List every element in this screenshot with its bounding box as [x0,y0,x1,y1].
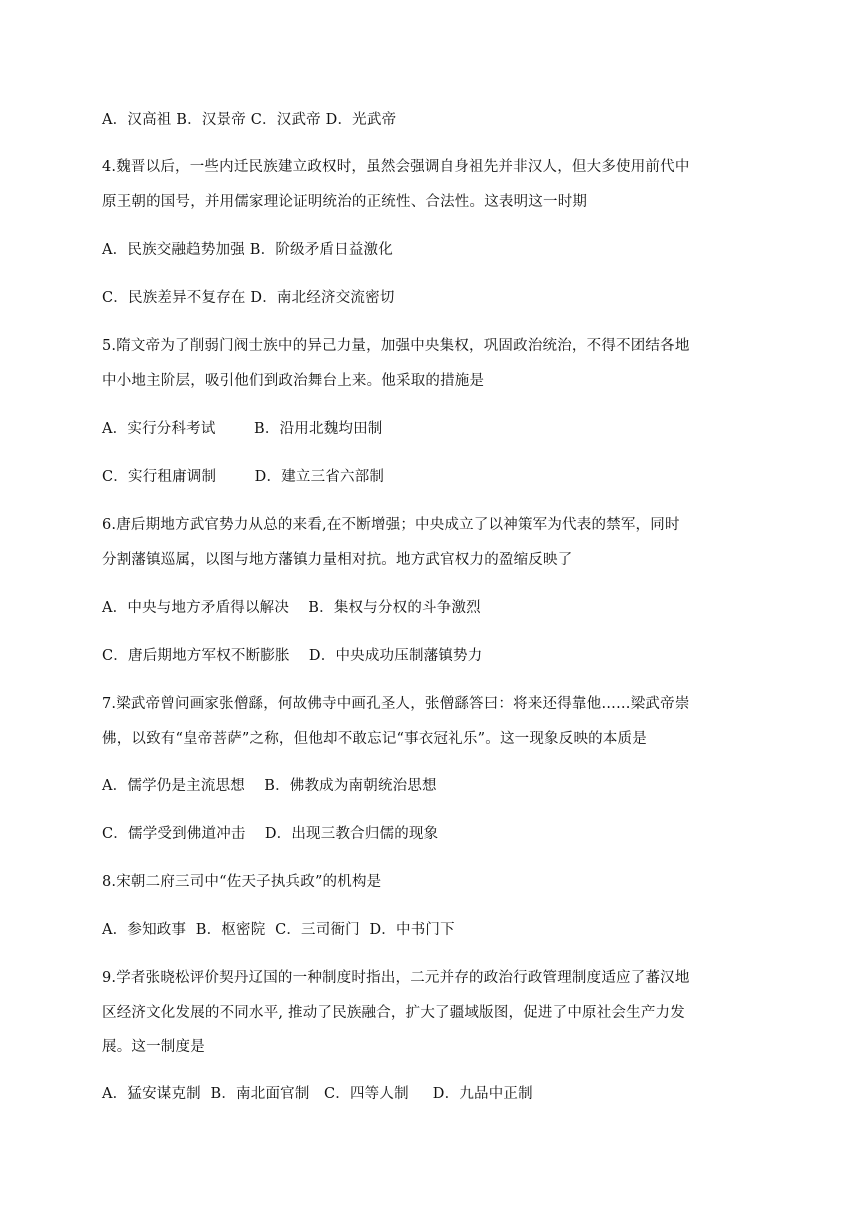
q6-stem-line-2: 分割藩镇巡属，以图与地方藩镇力量相对抗。地方武官权力的盈缩反映了 [102,552,573,568]
q4-options-ab: A．民族交融趋势加强 B．阶级矛盾日益激化 [102,242,393,258]
q4-stem-line-2: 原王朝的国号，并用儒家理论证明统治的正统性、合法性。这表明这一时期 [102,194,588,210]
q5-stem-line-1: 5.隋文帝为了削弱门阀士族中的异己力量，加强中央集权，巩固政治统治，不得不团结各地 [102,338,690,354]
q4-options-cd: C．民族差异不复存在 D．南北经济交流密切 [102,290,395,306]
q8-stem: 8.宋朝二府三司中“佐天子执兵政”的机构是 [102,874,382,890]
q5-options-cd: C．实行租庸调制 D．建立三省六部制 [102,469,385,485]
q6-options-cd: C．唐后期地方军权不断膨胀 D．中央成功压制藩镇势力 [102,648,483,664]
q5-options-ab: A．实行分科考试 B．沿用北魏均田制 [102,421,383,437]
q7-stem-line-2: 佛，以致有“皇帝菩萨”之称，但他却不敢忘记“事衣冠礼乐”。这一现象反映的本质是 [102,731,647,747]
q9-stem-line-3: 展。这一制度是 [102,1039,205,1055]
q4-stem-line-1: 4.魏晋以后，一些内迁民族建立政权时，虽然会强调自身祖先并非汉人，但大多使用前代中 [102,159,690,175]
q5-stem-line-2: 中小地主阶层，吸引他们到政治舞台上来。他采取的措施是 [102,373,485,389]
q9-stem-line-1: 9.学者张晓松评价契丹辽国的一种制度时指出，二元并存的政治行政管理制度适应了蕃汉地 [102,970,690,986]
q9-stem-line-2: 区经济文化发展的不同水平, 推动了民族融合，扩大了疆域版图，促进了中原社会生产力发 [102,1005,685,1021]
q7-stem-line-1: 7.梁武帝曾问画家张僧繇，何故佛寺中画孔圣人，张僧繇答曰：将来还得靠他……梁武帝崇 [102,696,690,712]
q6-stem-line-1: 6.唐后期地方武官势力从总的来看,在不断增强；中央成立了以神策军为代表的禁军，同时 [102,517,680,533]
q6-options-ab: A．中央与地方矛盾得以解决 B．集权与分权的斗争激烈 [102,600,481,616]
q3-options: A．汉高祖 B．汉景帝 C．汉武帝 D．光武帝 [102,112,397,128]
q9-options: A．猛安谋克制 B．南北面官制 C．四等人制 D．九品中正制 [102,1086,533,1102]
q8-options: A．参知政事 B．枢密院 C．三司衙门 D．中书门下 [102,922,455,938]
q7-options-cd: C．儒学受到佛道冲击 D．出现三教合归儒的现象 [102,826,439,842]
q7-options-ab: A．儒学仍是主流思想 B．佛教成为南朝统治思想 [102,778,437,794]
